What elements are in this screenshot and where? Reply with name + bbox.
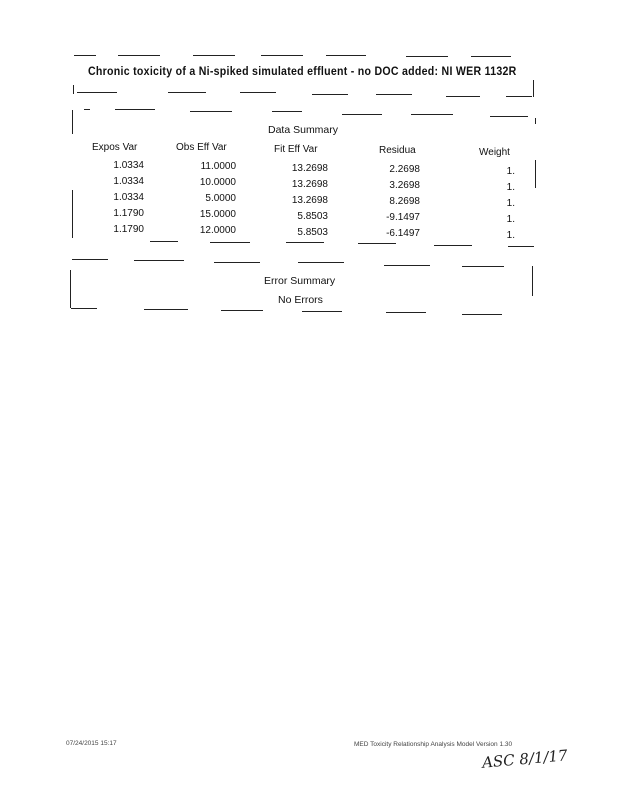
cell-expos-var: 1.1790 <box>113 224 144 235</box>
rule-segment <box>144 309 188 310</box>
col-header-expos-var: Expos Var <box>92 142 138 153</box>
footer-model-version: MED Toxicity Relationship Analysis Model Version 1.30 <box>354 741 513 748</box>
cell-fit-eff-var: 5.8503 <box>297 227 328 238</box>
rule-segment <box>446 96 480 97</box>
rule-segment <box>210 242 250 243</box>
col-header-weight: Weight <box>479 147 510 158</box>
cell-fit-eff-var: 13.2698 <box>291 195 328 206</box>
box-edge <box>535 160 536 188</box>
cell-fit-eff-var: 13.2698 <box>291 163 328 174</box>
rule-segment <box>326 55 366 56</box>
rule-segment <box>221 310 263 311</box>
col-header-obs-eff-var: Obs Eff Var <box>176 142 227 153</box>
cell-residual: 8.2698 <box>389 196 420 207</box>
rule-segment <box>508 246 534 247</box>
cell-weight: 1. <box>506 230 515 241</box>
rule-segment <box>115 109 155 110</box>
rule-segment <box>72 259 108 260</box>
cell-residual: -9.1497 <box>386 212 420 223</box>
cell-residual: -6.1497 <box>386 228 420 239</box>
box-edge <box>73 85 74 94</box>
box-edge <box>532 266 533 296</box>
rule-segment <box>411 114 453 115</box>
rule-segment <box>462 314 502 315</box>
footer-timestamp: 07/24/2015 15:17 <box>66 740 117 747</box>
cell-weight: 1. <box>506 198 515 209</box>
cell-obs-eff-var: 12.0000 <box>199 225 236 236</box>
rule-segment <box>134 260 184 261</box>
rule-segment <box>406 56 448 57</box>
cell-weight: 1. <box>506 166 515 177</box>
box-edge <box>72 190 73 238</box>
rule-segment <box>471 56 511 57</box>
error-summary-heading: Error Summary <box>264 275 336 287</box>
rule-segment <box>312 94 348 95</box>
box-edge <box>535 118 536 124</box>
report-title: Chronic toxicity of a Ni-spiked simulated effluent - no DOC added: NI WER 1132R <box>88 66 517 78</box>
handwritten-initials-date: ASC 8/1/17 <box>481 746 569 772</box>
rule-segment <box>190 111 232 112</box>
rule-segment <box>376 94 412 95</box>
rule-segment <box>272 111 302 112</box>
rule-segment <box>261 55 303 56</box>
cell-expos-var: 1.0334 <box>113 192 144 203</box>
rule-segment <box>490 116 528 117</box>
cell-weight: 1. <box>506 182 515 193</box>
cell-residual: 3.2698 <box>389 180 420 191</box>
cell-fit-eff-var: 5.8503 <box>297 211 328 222</box>
cell-obs-eff-var: 15.0000 <box>199 209 236 220</box>
box-edge <box>72 110 73 134</box>
rule-segment <box>240 92 276 93</box>
rule-segment <box>118 55 160 56</box>
cell-weight: 1. <box>506 214 515 225</box>
rule-segment <box>358 243 396 244</box>
rule-segment <box>342 114 382 115</box>
box-edge <box>533 80 534 97</box>
rule-segment <box>298 262 344 263</box>
error-status-text: No Errors <box>278 294 323 306</box>
rule-segment <box>384 265 430 266</box>
data-summary-heading: Data Summary <box>268 124 339 136</box>
cell-obs-eff-var: 10.0000 <box>199 177 236 188</box>
rule-segment <box>71 308 97 309</box>
rule-segment <box>74 55 96 56</box>
box-edge <box>70 270 71 308</box>
rule-segment <box>168 92 206 93</box>
cell-residual: 2.2698 <box>389 164 420 175</box>
cell-fit-eff-var: 13.2698 <box>291 179 328 190</box>
col-header-residual: Residua <box>379 145 416 156</box>
rule-segment <box>193 55 235 56</box>
cell-obs-eff-var: 5.0000 <box>205 193 236 204</box>
cell-obs-eff-var: 11.0000 <box>200 161 236 172</box>
rule-segment <box>386 312 426 313</box>
rule-segment <box>506 96 532 97</box>
rule-segment <box>214 262 260 263</box>
rule-segment <box>77 92 117 93</box>
rule-segment <box>150 241 178 242</box>
col-header-fit-eff-var: Fit Eff Var <box>274 144 318 155</box>
rule-segment <box>434 245 472 246</box>
rule-segment <box>302 311 342 312</box>
rule-segment <box>84 109 90 110</box>
cell-expos-var: 1.1790 <box>113 208 144 219</box>
rule-segment <box>462 266 504 267</box>
rule-segment <box>286 242 324 243</box>
cell-expos-var: 1.0334 <box>113 176 144 187</box>
cell-expos-var: 1.0334 <box>113 160 144 171</box>
